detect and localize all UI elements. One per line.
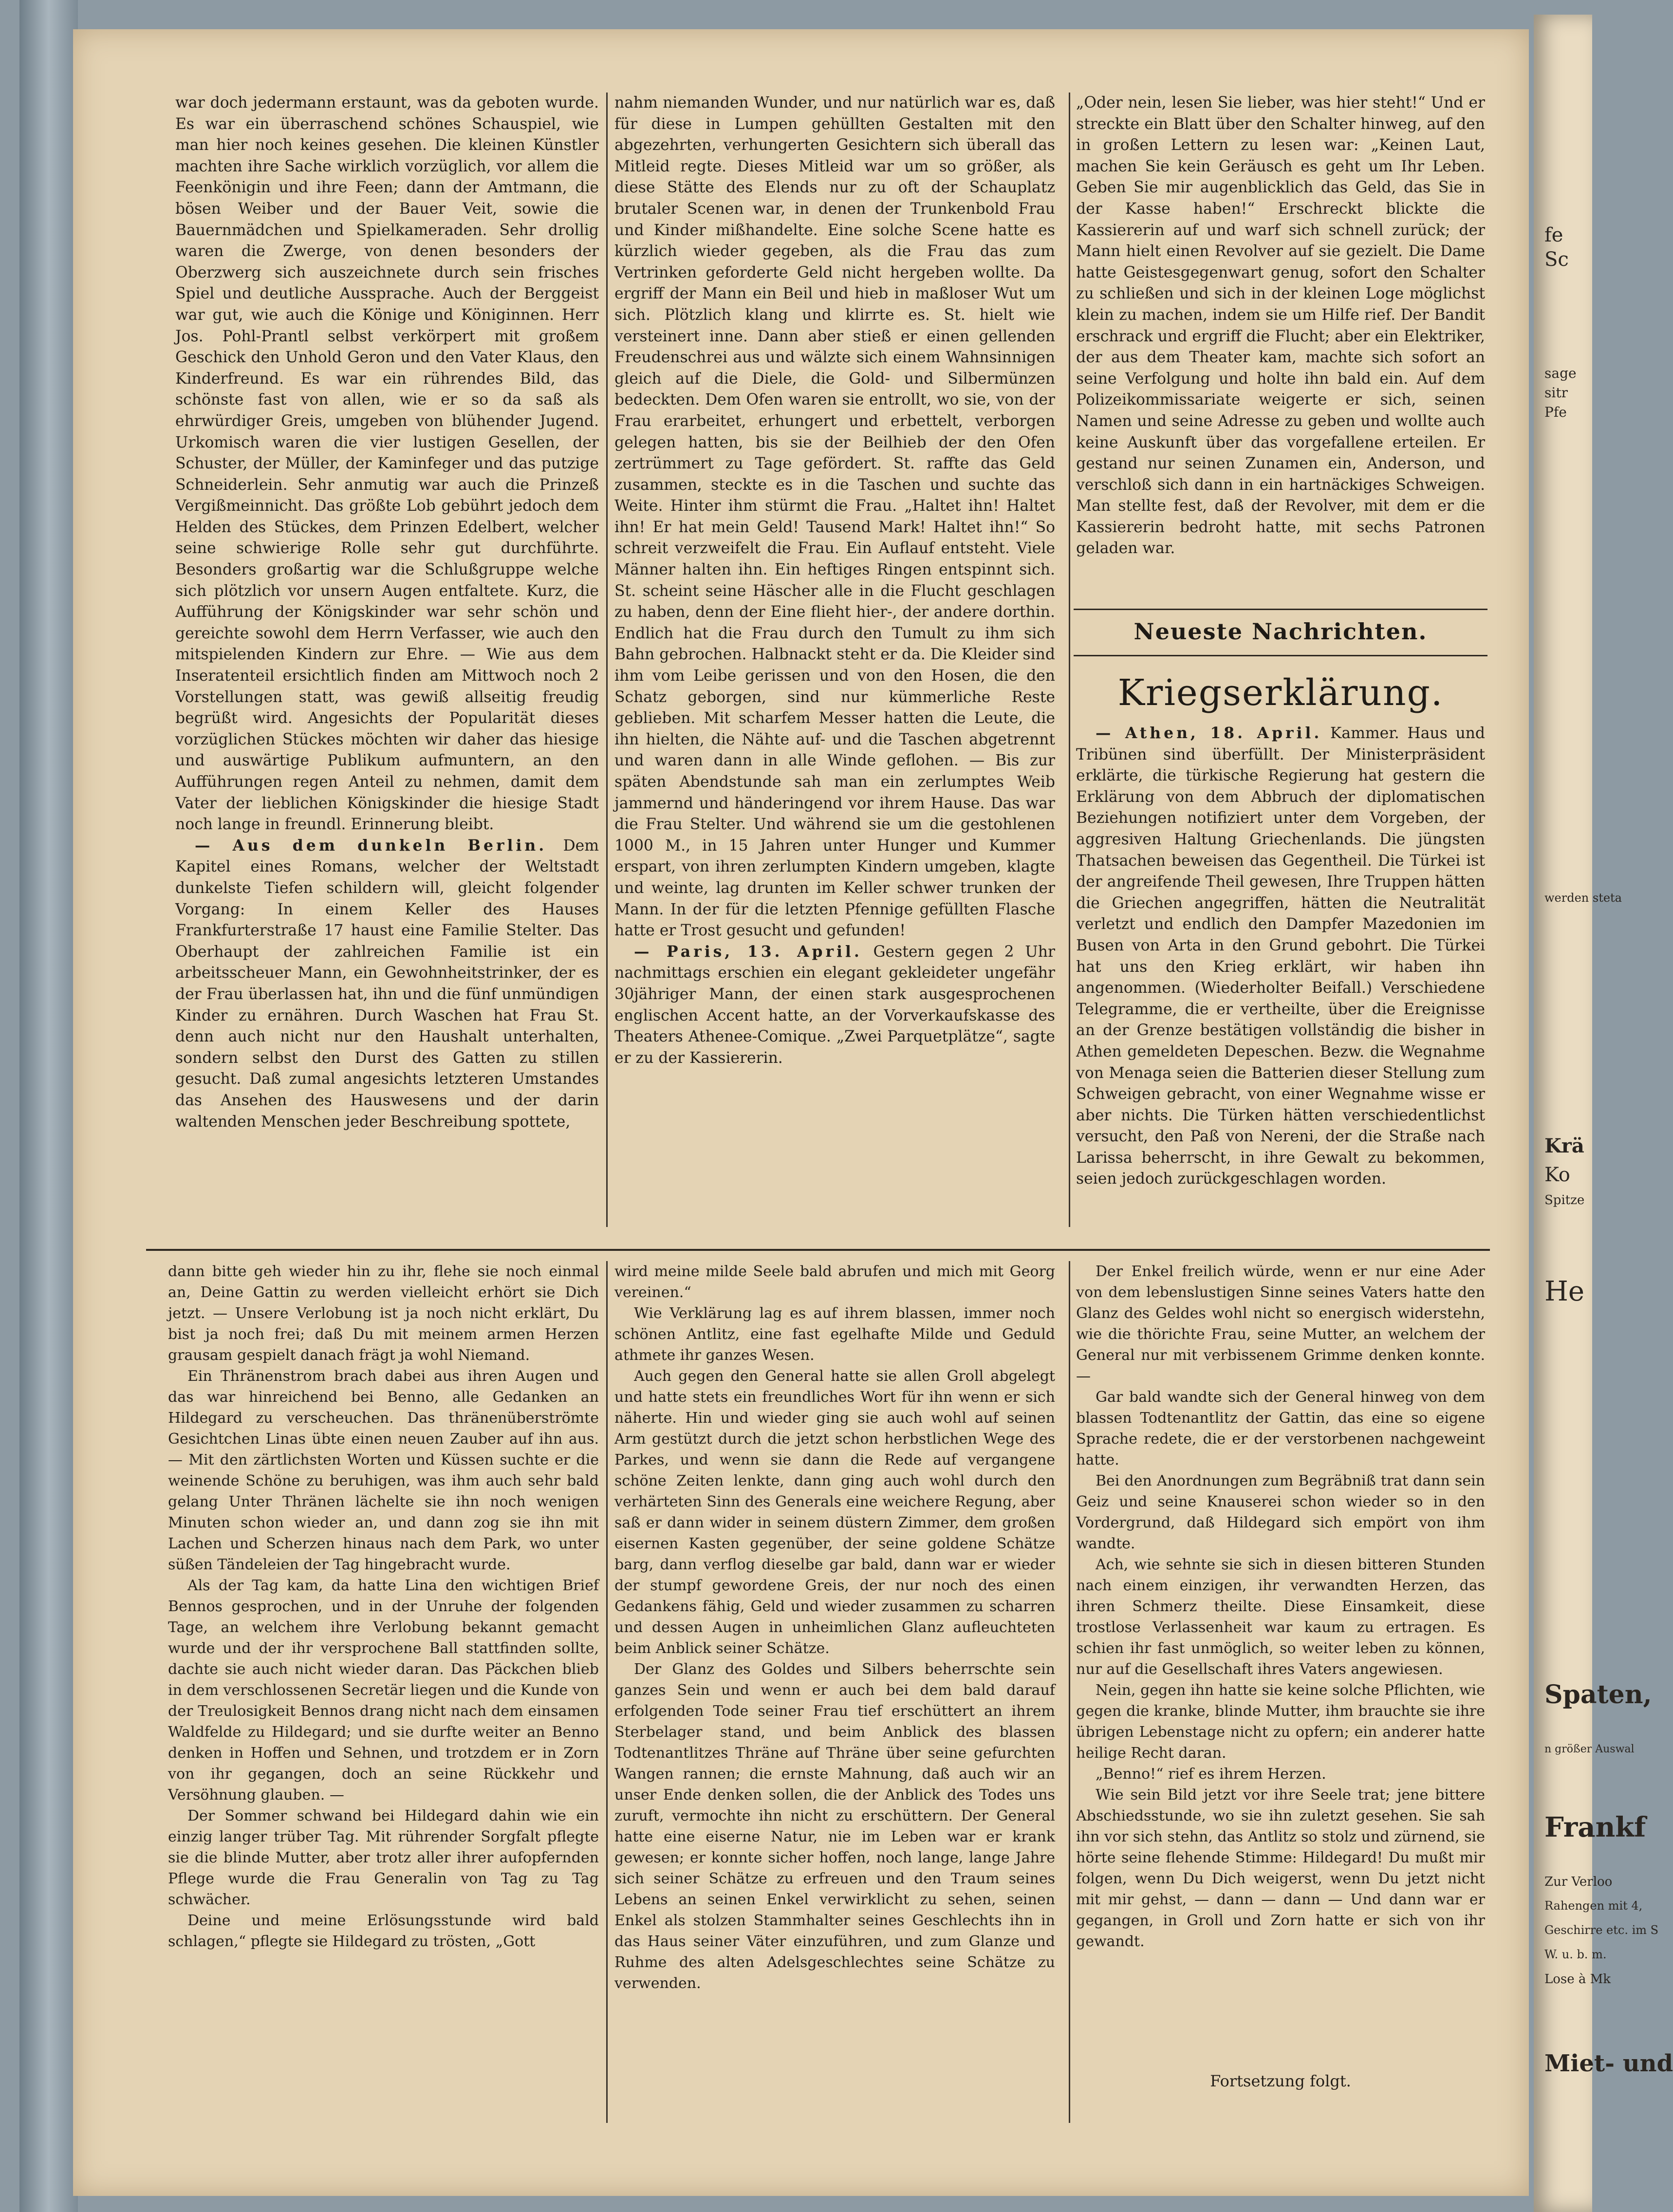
next-page-fragment: n größer Auswal (1544, 1743, 1635, 1755)
serial-paragraph: Als der Tag kam, da hatte Lina den wichtigen Brief Bennos gesprochen, und in der Unruhe der folgenden Tage, an welchem ihre Verlobung bekannt gemacht wurde und der ihr versprochene Ball stattfinden sollte, dachte sie auch nicht wieder daran. Das Päckchen blieb in dem verschlossenen Secretär liegen und die Kunde von der Treulosigkeit Bennos drang nicht nach dem einsamen Waldfelde zu Hildegard; und sie durfte weiter an Benno denken in Hoffen und Sehnen, und trotzdem er in Zorn von ihr gegangen, doch an seine Rückkehr und Versöhnung glauben. — (168, 1577, 599, 1803)
next-page-fragment: W. u. b. m. (1544, 1948, 1607, 1961)
news-dateline: — Aus dem dunkeln Berlin. (195, 836, 547, 855)
heading-rule-top (1074, 609, 1487, 610)
next-page-fragment: sitr (1544, 385, 1568, 401)
serial-paragraph: Auch gegen den General hatte sie allen Groll abgelegt und hatte stets ein freundliches Wort für ihn wenn er sich näherte. Hin und wieder ging sie auch wohl auf seinen Arm gestützt durch die jetzt schon herbstlichen Wege des Parkes, und wenn sie dann die Rede auf vergangene schöne Zeiten lenkte, dann ging auch wohl durch den verhärteten Sinn des Generals eine weichere Regung, aber saß er dann wider in seinem düstern Zimmer, dem großen eisernen Kasten gegenüber, der seine goldene Schätze barg, dann verflog dieselbe gar bald, dann war er wieder der stumpf gewordene Greis, der nur noch des einen Gedankens fähig, Geld und wieder zusammen zu scharren und dessen Augen in unheimlichen Glanz aufleuchteten beim Anblick seiner Schätze. (614, 1368, 1055, 1657)
news-dateline: — Paris, 13. April. (634, 943, 862, 961)
next-page-fragment: Pfe (1544, 404, 1567, 420)
next-page-fragment: He (1544, 1276, 1584, 1307)
next-page-fragment: sage (1544, 365, 1577, 381)
article-column-3-news (1076, 723, 1485, 1190)
next-page-fragment: Spitze (1544, 1193, 1585, 1208)
next-page-fragment: Zur Verloo (1544, 1875, 1613, 1889)
serial-paragraph: Der Glanz des Goldes und Silbers beherrschte sein ganzes Sein und wenn er auch bei dem bald darauf erfolgenden Tode seiner Frau tief erschüttert an ihrem Sterbelager stand, und beim Anblick des blassen Todtenantlitzes Thräne auf Thräne über seine gefurchten Wangen rannen; die ernste Mahnung, daß auch wir an unser Ende denken sollen, die der Anblick des Todes uns zuruft, vermochte ihn nicht zu erschüttern. Der General hatte eine eiserne Natur, nie im Leben war er krank gewesen; er konnte sicher hoffen, noch lange, lange Jahre sich seiner Schätze zu erfreuen und den Traum seines Lebens an seinen Enkel verwirklicht zu sehen, seinen Enkel als stolzen Stammhalter seines Geschlechts ihn in das Haus seiner Väter einzuführen, und zum Glanze und Ruhme des alten Adelsgeschlechtes seine Schätze zu verwenden. (614, 1661, 1055, 1992)
column-rule-4 (1069, 1261, 1070, 2123)
news-item-athens (1076, 723, 1485, 1190)
article-column-1 (175, 93, 599, 1133)
next-page-fragment: Geschirre etc. im S (1544, 1923, 1659, 1937)
news-text: Gestern gegen 2 Uhr nachmittags erschien ein elegant gekleideter ungefähr 30jähriger Mann, der einen stark ausgesprochenen englischen Accent hatte, an der Vorverkaufskasse des Theaters Athenee-Comique. „Zwei Parquetplätze“, sagte er zu der Kassiererin. (614, 943, 1055, 1067)
serial-paragraph: Gar bald wandte sich der General hinweg von dem blassen Todtenantlitz der Gattin, das eine so eigene Sprache redete, die er der verstorbenen nachgeweint hatte. (1076, 1389, 1485, 1468)
article-paragraph: nahm niemanden Wunder, und nur natürlich war es, daß für diese in Lumpen gehüllten Gestalten mit den abgezehrten, verhungerten Gesichtern sich überall das Mitleid regte. Dieses Mitleid war um so größer, als diese Stätte des Elends nur zu oft der Schauplatz brutaler Scenen war, in denen der Trunkenbold Frau und Kinder mißhandelte. Eine solche Scene hatte es kürzlich wieder gegeben, als die Frau das zum Vertrinken geforderte Geld nicht hergeben wollte. Da ergriff der Mann ein Beil und hieb in maßloser Wut um sich. Plötzlich klang und klirrte es. St. hielt wie versteinert inne. Dann aber stieß er einen gellenden Freudenschrei aus und wälzte sich einem Wahnsinnigen gleich auf die Diele, die Gold- und Silbermünzen bedeckten. Dem Ofen waren sie entrollt, wo sie, von der Frau erarbeitet, erhungert und erbettelt, verborgen gelegen hatten, bis sie der Beilhieb der den Ofen zertrümmert zu Tage gefördert. St. raffte das Geld zusammen, steckte es in die Taschen und suchte das Weite. Hinter ihm stürmt die Frau. „Haltet ihn! Haltet ihn! Er hat mein Geld! Tausend Mark! Haltet ihn!“ So schreit verzweifelt die Frau. Ein Auflauf entsteht. Viele Männer halten ihn. Ein heftiges Ringen entspinnt sich. St. scheint seine Häscher alle in die Flucht geschlagen zu haben, denn der Eine flieht hier-, der andere dorthin. Endlich hat die Frau durch den Tumult zu ihm sich Bahn gebrochen. Halbnackt steht er da. Die Kleider sind ihm vom Leibe gerissen und von den Hosen, die den Schatz geborgen, sind nur kümmerliche Reste geblieben. Mit scharfem Messer hatten die Leute, die ihn hielten, die Nähte auf- und die Taschen abgetrennt und waren dann in alle Winde geflohen. — Bis zur späten Abendstunde sah man ein zerlumptes Weib jammernd und händeringend vor ihrem Hause. Das war die Frau Stelter. Und während sie um die gestohlenen 1000 M., in 15 Jahren unter Hunger und Kummer erspart, von ihren zerlumpten Kindern umgeben, klagte und weinte, lag drunten im Keller schwer trunken der Mann. In der für die letzten Pfennige gefüllten Flasche hatte er Trost gesucht und gefunden! (614, 94, 1055, 940)
column-rule-1 (606, 93, 608, 1227)
continued-notice: Fortsetzung folgt. (1210, 2072, 1351, 2090)
article-paragraph: war doch jedermann erstaunt, was da geboten wurde. Es war ein überraschend schönes Schauspiel, wie man hier noch keines gesehen. Die kleinen Künstler machten ihre Sache wirklich vorzüglich, vor allem die Feenkönigin und ihre Feen; dann der Amtmann, die bösen Weiber und der Bauer Veit, sowie die Bauernmädchen und Spielkameraden. Sehr drollig waren die Zwerge, von denen besonders der Oberzwerg sich auszeichnete durch sein frisches Spiel und deutliche Aussprache. Auch der Berggeist war gut, wie auch die Könige und Königinnen. Herr Jos. Pohl-Prantl selbst verkörpert mit großem Geschick den Unhold Geron und den Vater Klaus, den Kinderfreund. Es war ein rührendes Bild, das schönste fast von allen, wie er so da saß als ehrwürdiger Greis, umgeben von blühender Jugend. Urkomisch waren die vier lustigen Gesellen, der Schuster, der Müller, der Kaminfeger und das putzige Schneiderlein. Sehr anmutig war auch die Prinzeß Vergißmeinnicht. Das größte Lob gebührt jedoch dem Helden des Stückes, dem Prinzen Edelbert, welcher seine schwierige Rolle sehr gut durchführte. Besonders großartig war die Schlußgruppe welche sich plötzlich vor unsern Augen entfaltete. Kurz, die Aufführung der Königskinder war sehr schön und gereichte sowohl dem Herrn Verfasser, wie auch den mitspielenden Kindern zur Ehre. — Wie aus dem Inseratenteil ersichtlich finden am Mittwoch noch 2 Vorstellungen statt, was gewiß allseitig freudig begrüßt wird. Angesichts der Popularität dieses vorzüglichen Stückes möchten wir daher das hiesige und auswärtige Publikum aufmuntern, an den Aufführungen regen Anteil zu nehmen, damit dem Vater der lieblichen Königskinder die hiesige Stadt noch lange in freundl. Erinnerung bleibt. (175, 94, 599, 834)
book-binding (19, 0, 78, 2212)
article-paragraph: „Oder nein, lesen Sie lieber, was hier steht!“ Und er streckte ein Blatt über den Schalter hinweg, auf den in großen Lettern zu lesen war: „Keinen Laut, machen Sie kein Geräusch es geht um Ihr Leben. Geben Sie mir augenblicklich das Geld, das Sie in der Kasse haben!“ Erschreckt blickte die Kassiererin auf und warf sich schnell zurück; der Mann hielt einen Revolver auf sie gezielt. Die Dame hatte Geistesgegenwart genug, sofort den Schalter zu schließen und sich in der kleinen Loge möglichst klein zu machen, indem sie um Hilfe rief. Der Bandit erschrack und ergriff die Flucht; aber ein Elektriker, der aus dem Theater kam, machte sich sofort an seine Verfolgung und holte ihn bald ein. Auf dem Polizeikommissariate weigerte er sich, seinen Namen und seine Adresse zu geben und wollte auch keine Auskunft über das vorgefallene erteilen. Er gestand nur seinen Zunamen ein, Anderson, und verschloß sich dann in ein hartnäckiges Schweigen. Man stellte fest, daß der Revolver, mit dem er die Kassiererin bedroht hatte, mit sechs Patronen geladen war. (1076, 94, 1485, 558)
news-text: Dem Kapitel eines Romans, welcher der Weltstadt dunkelste Tiefen schildern will, gleicht folgender Vorgang: In einem Keller des Hauses Frankfurterstraße 17 haust eine Familie Stelter. Das Oberhaupt der zahlreichen Familie ist ein arbeitsscheuer Mann, ein Gewohnheitstrinker, der es der Frau überlassen hat, ihn und die fünf unmündigen Kinder zu ernähren. Durch Waschen hat Frau St. denn auch nicht nur den Haushalt unterhalten, sondern selbst den Durst des Gatten zu stillen gesucht. Daß zumal angesichts letzteren Umstandes das Ansehen des Hauswesens und der darin waltenden Menschen jeder Beschreibung spottete, (175, 836, 599, 1131)
serial-paragraph: Nein, gegen ihn hatte sie keine solche Pflichten, wie gegen die kranke, blinde Mutter, ihm brauchte sie ihre übrigen Lebenstage nicht zu opfern; ein anderer hatte heilige Recht daran. (1076, 1682, 1485, 1762)
news-dateline: — Athen, 18. April. (1096, 725, 1322, 742)
next-page-fragment: werden steta (1544, 891, 1622, 905)
serial-column-1 (168, 1261, 599, 1952)
serial-paragraph: Der Enkel freilich würde, wenn er nur eine Ader von dem lebenslustigen Sinne seines Vaters hatte den Glanz des Geldes wohl nicht so energisch widerstehn, wie die thörichte Frau, seine Mutter, an welchem der General nur mit verbissenem Grimme denken konnte. — (1076, 1263, 1485, 1385)
column-rule-2 (1069, 93, 1070, 1227)
article-column-3 (1076, 93, 1485, 559)
news-item-berlin (175, 836, 599, 1133)
next-page-fragment: Lose à Mk (1544, 1972, 1611, 1987)
next-page-edge (1534, 15, 1673, 2212)
next-page-fragment: Sc (1544, 248, 1569, 271)
serial-paragraph: Wie sein Bild jetzt vor ihre Seele trat; jene bittere Abschiedsstunde, wo sie ihn zuletzt gesehen. Sie sah ihn vor sich stehn, das Antlitz so stolz und zürnend, sie hörte seine flehende Stimme: Hildegard! Du mußt mir folgen, wenn Du Dich weigerst, wenn Du jetzt nicht mit mir gehst, — dann — dann — Und dann war er gegangen, in Groll und Zorn hatte er sich von ihr gewandt. (1076, 1786, 1485, 1950)
next-page-fragment: fe (1544, 224, 1563, 246)
article-column-2 (614, 93, 1055, 1069)
section-heading: Neueste Nachrichten. (1134, 618, 1428, 645)
serial-paragraph: Bei den Anordnungen zum Begräbniß trat dann sein Geiz und seine Knauserei schon wieder so in den Vordergrund, daß Hildegard sich empört von ihm wandte. (1076, 1472, 1485, 1552)
serial-column-3 (1076, 1261, 1485, 1952)
serial-column-2 (614, 1261, 1055, 1994)
headline: Kriegserklärung. (1117, 672, 1444, 714)
serial-paragraph: Ein Thränenstrom brach dabei aus ihren Augen und das war hinreichend bei Benno, alle Gedanken an Hildegard zu verscheuchen. Das thränenüberströmte Gesichtchen Linas übte einen neuen Zauber auf ihn aus. — Mit den zärtlichsten Worten und Küssen suchte er die weinende Schöne zu beruhigen, was ihm auch sehr bald gelang Unter Thränen lächelte sie ihn noch wenigen Minuten schon wieder an, und dann zog sie ihn mit Lachen und Scherzen hinaus nach dem Park, wo unter süßen Tändeleien der Tag hingebracht wurde. (168, 1368, 599, 1573)
serial-paragraph: wird meine milde Seele bald abrufen und mich mit Georg vereinen.“ (614, 1263, 1055, 1301)
next-page-fragment: Frankf (1544, 1811, 1646, 1843)
column-rule-3 (606, 1261, 608, 2123)
next-page-fragment: Spaten, (1544, 1680, 1652, 1710)
serial-paragraph: Wie Verklärung lag es auf ihrem blassen, immer noch schönen Antlitz, eine fast egelhafte Milde und Geduld athmete ihr ganzes Wesen. (614, 1305, 1055, 1364)
next-page-fragment: Krä (1544, 1134, 1584, 1157)
next-page-fragment: Ko (1544, 1164, 1570, 1186)
serial-paragraph: Deine und meine Erlösungsstunde wird bald schlagen,“ pflegte sie Hildegard zu trösten, „Gott (168, 1912, 599, 1950)
news-text: Kammer. Haus und Tribünen sind überfüllt. Der Ministerpräsident erklärte, die türkische Regierung hat gestern die Erklärung von dem Abbruch der diplomatischen Beziehungen notifiziert unter dem Vorgeben, der aggresiven Haltung Griechenlands. Die jüngsten Thatsachen beweisen das Gegentheil. Die Türkei ist der angreifende Theil gewesen, Ihre Truppen hätten die Griechen angegriffen, hätten die Neutralität verletzt und endlich den Dampfer Mazedonien im Busen von Arta in den Grund gebohrt. Die Türkei hat uns den Krieg erklärt, wir haben ihn angenommen. (Wiederholter Beifall.) Verschiedene Telegramme, die er vertheilte, über die Ereignisse an der Grenze bestätigen vollständig die bisher in Athen gemeldeten Depeschen. Bezw. die Wegnahme von Menaga seien die Batterien dieser Stellung zum Schweigen gebracht, von einer Wegnahme wisse er aber nichts. Die Türken hätten verschiedentlichst versucht, den Paß von Nereni, der die Straße nach Larissa beherrscht, in ihre Gewalt zu bekommen, seien jedoch zurückgeschlagen worden. (1076, 725, 1485, 1188)
serial-paragraph: Ach, wie sehnte sie sich in diesen bitteren Stunden nach einem einzigen, ihr verwandten Herzen, das ihren Schmerz theilte. Diese Einsamkeit, diese trostlose Verlassenheit war kaum zu ertragen. Es schien ihr fast unmöglich, so weiter leben zu können, nur auf die Gesellschaft ihres Vaters angewiesen. (1076, 1556, 1485, 1678)
serial-paragraph: Der Sommer schwand bei Hildegard dahin wie ein einzig langer trüber Tag. Mit rührender Sorgfalt pflegte sie die blinde Mutter, aber trotz aller ihrer aufopfernden Pflege wurde die Frau Generalin von Tag zu Tag schwächer. (168, 1807, 599, 1908)
serial-paragraph: „Benno!“ rief es ihrem Herzen. (1096, 1766, 1326, 1783)
section-divider (146, 1249, 1490, 1251)
serial-paragraph: dann bitte geh wieder hin zu ihr, flehe sie noch einmal an, Deine Gattin zu werden vielleicht erhört sie Dich jetzt. — Unsere Verlobung ist ja noch nicht erklärt, Du bist ja noch frei; daß Du mit meinem armen Herzen grausam gespielt danach frägt ja wohl Niemand. (168, 1263, 599, 1364)
news-item-paris (614, 942, 1055, 1069)
next-page-fragment: Miet- und (1544, 2050, 1673, 2077)
heading-rule-bottom (1074, 655, 1487, 656)
next-page-fragment: Rahengen mit 4, (1544, 1899, 1643, 1913)
